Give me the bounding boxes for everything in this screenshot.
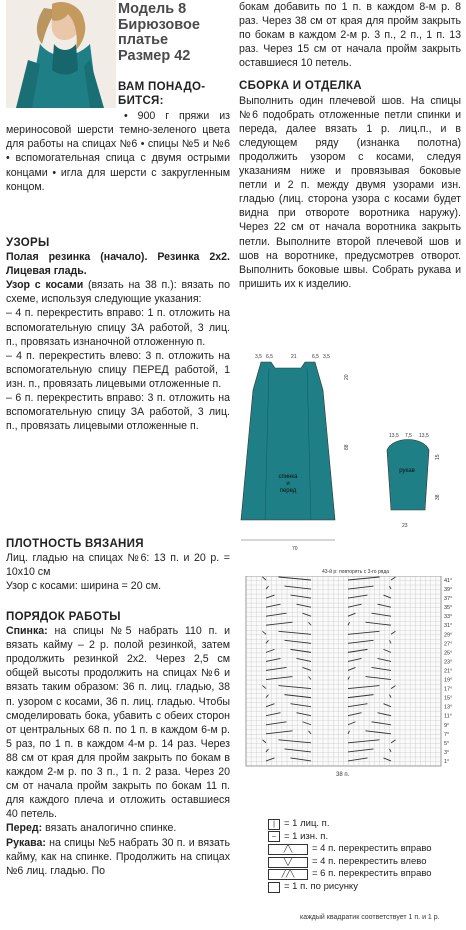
sleeve-top-dim: 13,5 [419, 433, 429, 439]
sleeve-height: 15 [435, 454, 441, 460]
cross-right-symbol: ╱╲ [268, 844, 308, 855]
chart-row-label: 19° [444, 677, 453, 684]
chart-row-label: 41° [444, 578, 453, 584]
title-line: Модель 8 [118, 1, 187, 17]
assembly-heading: СБОРКА И ОТДЕЛКА [239, 80, 362, 93]
body-label: перед [279, 488, 297, 494]
top-dim: 3,5 [323, 354, 330, 360]
chart-row-label: 7° [444, 731, 450, 738]
chart-row-label: 27° [444, 641, 453, 648]
height-top: 20 [344, 374, 350, 380]
sleeve-instructions [6, 836, 230, 878]
front-label: Перед: [6, 822, 43, 835]
title-line: Размер 42 [118, 47, 191, 64]
chart-legend [268, 818, 464, 894]
cross6-right-symbol: ╱╱╲ [268, 869, 308, 880]
bottom-width: 70 [292, 546, 298, 552]
assembly-text: Выполнить один плечевой шов. На спицы №6 подобрать отложенные петли спинки и переда, далее вязать 1 р. лиц.п., и в следующем ряду (изнанка полотна) продолжить узором с косами, следуя указаниям ниже и провязывая боковые петли и 2 п. между двумя узорами изн. гладью (лиц. сторона узора с косами будет видна при отвороте воротника наружу). Через 22 см от начала воротника закрыть петли. Выполните второй плечевой шов и шов на воротнике, предусмотрев отворот. Выполнить боковые швы. Собрать рукава и пришить их к изделию. [239, 94, 461, 290]
patterns-bold: Полая резинка (начало). Резинка 2х2. Лицевая гладь. [6, 251, 230, 278]
sleeve-label: Рукава: [6, 836, 46, 849]
work-order-heading: ПОРЯДОК РАБОТЫ [6, 611, 121, 623]
legend-text: = 1 лиц. п. [284, 818, 330, 829]
knitting-chart [236, 576, 464, 816]
body-label: спинка [278, 474, 298, 480]
sleeve-top-dim: 7,5 [405, 433, 412, 439]
sleeve-continuation: бокам добавить по 1 п. в каждом 8-м р. 8 раз. Через 38 см от края для пройм закрыть по бокам в каждом 2-м р. 3 п., 2 п., 1 п. 13 раз. Через 15 см от начала пройм закрыть оставшиеся 10 петель. [239, 1, 461, 70]
legend-text: = 4 п. перекрестить вправо [312, 843, 432, 855]
top-dim: 3,5 [255, 354, 262, 360]
chart-row-label: 9° [444, 722, 450, 729]
patterns-section [6, 236, 230, 433]
materials-heading: БИТСЯ: [118, 95, 164, 108]
pattern-symbol [268, 882, 280, 893]
back-label: Спинка: [6, 625, 48, 638]
chart-row-label: 31° [444, 623, 453, 630]
legend-item [268, 843, 464, 856]
top-dim: 6,5 [312, 354, 319, 360]
sleeve-shape [387, 440, 429, 511]
cable-text: (вязать на 38 п.): вязать по схеме, используя следующие указания: [6, 279, 230, 306]
materials-text: • 900 г пряжи из мериносовой шерсти темно-зеленого цвета для работы на спицах №6 • спицы №5 и №6 • вспомогательная спица с двумя острыми концами • игла для шерсти с закругленным концом. [6, 110, 230, 193]
model-title [118, 2, 230, 64]
legend-text: = 1 изн. п. [284, 830, 329, 842]
chart-row-label: 23° [444, 659, 453, 666]
chart-row-label: 35° [444, 605, 453, 612]
sleeve-label: рукав [399, 468, 415, 474]
chart-caption: 43-й р: повторять с 3-го ряда [322, 569, 390, 575]
knit-symbol: | [268, 819, 280, 830]
legend-item [268, 868, 464, 881]
cable-label: Узор с косами [6, 279, 84, 292]
title-line: платье [118, 32, 169, 48]
purl-symbol: – [268, 831, 280, 842]
legend-item [268, 881, 464, 894]
density-heading: ПЛОТНОСТЬ ВЯЗАНИЯ [6, 538, 144, 550]
legend-text: = 1 п. по рисунку [284, 880, 358, 892]
legend-text: = 4 п. перекрестить влево [312, 855, 427, 867]
chart-row-label: 3° [444, 749, 450, 756]
cable-item: – 6 п. перекрестить вправо: 3 п. отложить на вспомогательную спицу ЗА работой, 3 лиц. п., провязать лицевыми отложенные п. [6, 392, 230, 433]
chart-row-label: 13° [444, 704, 453, 711]
chart-row-label: 11° [444, 713, 452, 720]
front-instructions [6, 821, 230, 835]
height-main: 88 [344, 444, 350, 450]
cable-item: – 4 п. перекрестить влево: 3 п. отложить на вспомогательную спицу ПЕРЕД работой, 1 изн. п., провязать лицевыми отложенные п. [6, 349, 230, 390]
sleeve-top-dim: 13,5 [389, 433, 399, 439]
density-line: Лиц. гладью на спицах №6: 13 п. и 20 р. = 10х10 см [6, 552, 230, 579]
density-section [6, 537, 230, 593]
legend-text: = 6 п. перекрестить вправо [312, 868, 432, 880]
chart-row-label: 25° [444, 650, 453, 657]
top-dim: 21 [291, 354, 297, 360]
right-column [239, 0, 461, 291]
work-order-section [6, 610, 230, 878]
patterns-heading: УЗОРЫ [6, 237, 50, 249]
chart-width: 38 п. [336, 772, 350, 778]
chart-row-label: 1° [444, 758, 450, 765]
materials-section [6, 80, 230, 194]
chart-row-label: 21° [444, 668, 453, 675]
materials-heading: ВАМ ПОНАДО- [118, 81, 206, 93]
legend-item [268, 856, 464, 869]
front-text: вязать аналогично спинке. [42, 822, 177, 835]
chart-row-label: 15° [444, 695, 453, 702]
sleeve-text: на спицы №5 набрать 30 п. и вязать кайму, как на спинке. Продолжить на спицах №6 лиц. гладью. По [6, 836, 230, 877]
chart-row-label: 5° [444, 740, 450, 747]
cable-item: – 4 п. перекрестить вправо: 1 п. отложить на вспомогательную спицу ЗА работой, 3 лиц. п., провязать изнаночной отложенную п. [6, 307, 230, 348]
density-line: Узор с косами: ширина = 20 см. [6, 580, 162, 593]
title-line: Бирюзовое [118, 16, 200, 33]
body-label: и [286, 481, 290, 487]
chart-row-label: 33° [444, 614, 453, 621]
cross-left-symbol: ╲╱ [268, 857, 308, 868]
legend-item [268, 818, 464, 831]
legend-note: каждый квадратик соответствует 1 п. и 1 р. [300, 914, 440, 921]
legend-item [268, 831, 464, 844]
dress-body-shape [241, 362, 335, 520]
chart-row-label: 17° [444, 686, 453, 693]
sleeve-height: 38 [435, 494, 441, 500]
chart-row-label: 37° [444, 596, 453, 603]
top-dim: 6,5 [266, 354, 273, 360]
back-text: на спицы №5 набрать 110 п. и вязать кайму – 2 р. полой резинкой, затем продолжить резинкой 2х2. Через 2,5 см общей высоты продолжить на спицах №6 и вязать таким образом: 36 п. лиц. гладью, 38 п. узором с косами, 36 п. лиц. гладью. Чтобы смоделировать бока, убавить с обеих сторон от центральных 68 п. по 1 п. в каждом 6-м р. 5 раз, по 1 п. в каждом 4-м р. 14 раз. Через 88 см от края для пройм закрыть по бокам в каждом 2-м р. по 3 п., 1 п. 2 раза. Через 20 см от начала пройм закрыть по бокам 11 п. для каждого плеча и отложить оставшиеся 40 петель. [6, 625, 230, 821]
pattern-diagram [237, 350, 462, 575]
chart-row-label: 29° [444, 632, 453, 639]
back-instructions [6, 624, 230, 821]
sleeve-width: 23 [402, 523, 408, 529]
cable-pattern-text [6, 278, 230, 306]
chart-row-label: 39° [444, 587, 453, 594]
